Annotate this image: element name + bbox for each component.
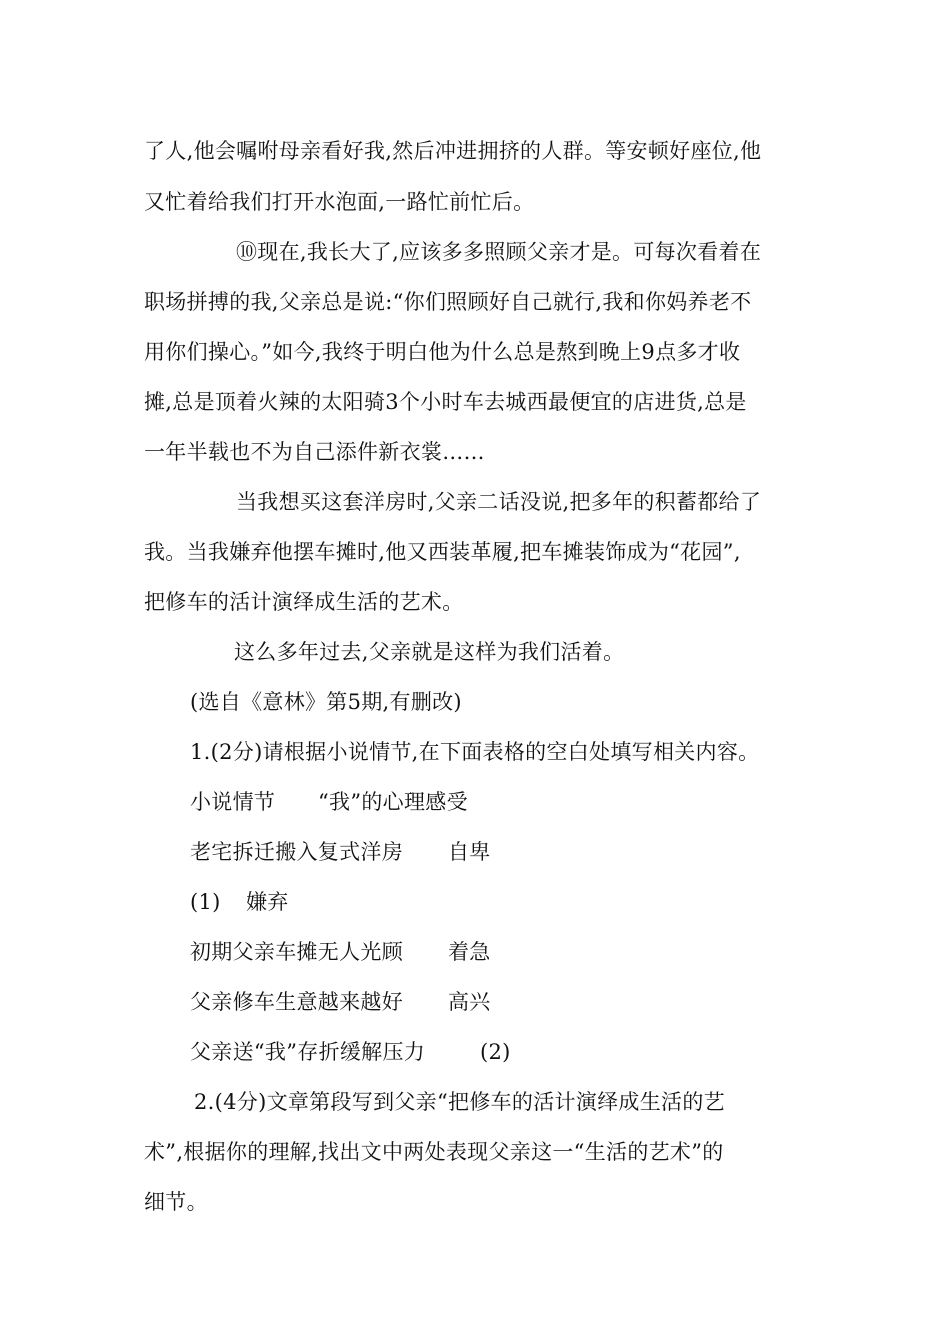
table-header-row [190, 787, 468, 817]
question-2-line-3: 细节。 [144, 1190, 208, 1214]
table-cell-plot: (1) [190, 890, 221, 914]
paragraph-10-line-1: ⑩现在,我长大了,应该多多照顾父亲才是。可每次看着在 [236, 240, 762, 264]
table-row [190, 887, 289, 917]
table-cell-plot: 初期父亲车摊无人光顾 [190, 940, 403, 964]
table-row [190, 987, 491, 1017]
paragraph-10-line-5: 一年半载也不为自己添件新衣裳…… [144, 440, 485, 464]
table-cell-feeling: 着急 [448, 940, 491, 964]
table-header-feeling: “我”的心理感受 [318, 790, 468, 814]
table-header-plot: 小说情节 [190, 790, 276, 814]
question-2-line-2: 术”,根据你的理解,找出文中两处表现父亲这一“生活的艺术”的 [144, 1140, 724, 1164]
table-row [190, 837, 491, 867]
table-cell-feeling: 高兴 [448, 990, 491, 1014]
source-note: (选自《意林》第5期,有删改) [190, 690, 462, 714]
table-cell-plot: 父亲修车生意越来越好 [190, 990, 403, 1014]
paragraph-10-line-3: 用你们操心。”如今,我终于明白他为什么总是熬到晚上9点多才收 [144, 340, 741, 364]
paragraph-10-line-2: 职场拼搏的我,父亲总是说:“你们照顾好自己就行,我和你妈养老不 [144, 290, 752, 314]
table-cell-plot: 父亲送“我”存折缓解压力 [190, 1040, 426, 1064]
paragraph-12: 这么多年过去,父亲就是这样为我们活着。 [234, 640, 625, 664]
paragraph-11-line-1: 当我想买这套洋房时,父亲二话没说,把多年的积蓄都给了 [236, 490, 762, 514]
table-cell-plot: 老宅拆迁搬入复式洋房 [190, 840, 403, 864]
paragraph-11-line-3: 把修车的活计演绎成生活的艺术。 [144, 590, 464, 614]
table-cell-feeling: 自卑 [448, 840, 491, 864]
table-row [190, 937, 491, 967]
paragraph-9-line-2: 又忙着给我们打开水泡面,一路忙前忙后。 [144, 190, 535, 214]
table-cell-feeling: (2) [480, 1040, 511, 1064]
table-row [190, 1037, 511, 1067]
paragraph-11-line-2: 我。当我嫌弃他摆车摊时,他又西装革履,把车摊装饰成为“花园”, [144, 540, 741, 564]
table-cell-feeling: 嫌弃 [246, 890, 289, 914]
question-2-line-1: 2.(4分)文章第段写到父亲“把修车的活计演绎成生活的艺 [194, 1090, 725, 1114]
paragraph-10-line-4: 摊,总是顶着火辣的太阳骑3个小时车去城西最便宜的店进货,总是 [144, 390, 747, 414]
paragraph-9-line-1: 了人,他会嘱咐母亲看好我,然后冲进拥挤的人群。等安顿好座位,他 [144, 139, 762, 163]
question-1-prompt: 1.(2分)请根据小说情节,在下面表格的空白处填写相关内容。 [190, 740, 760, 764]
